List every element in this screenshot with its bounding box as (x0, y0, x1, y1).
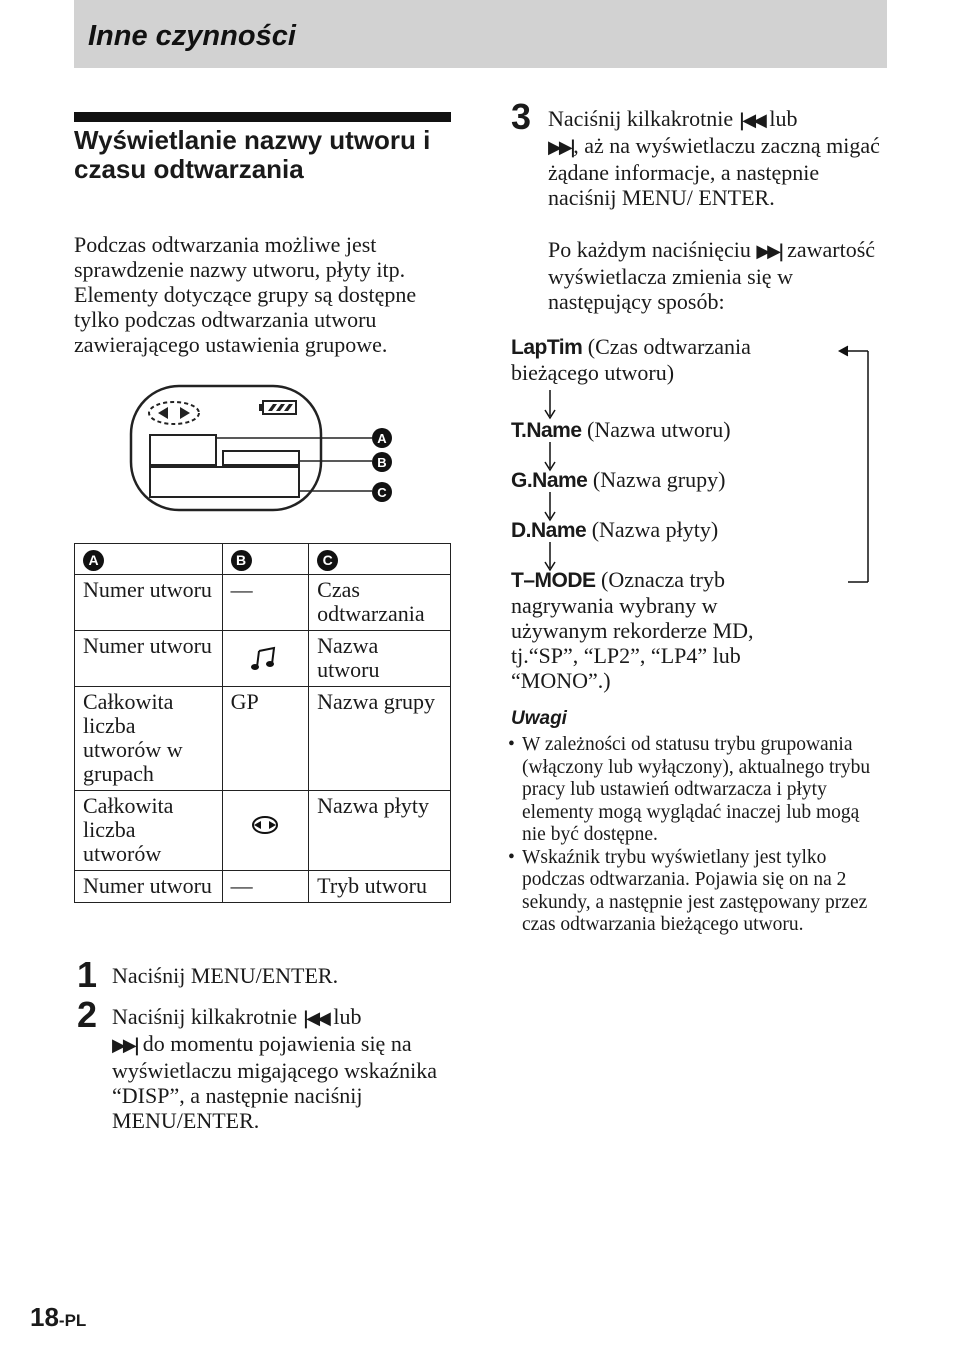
table-row (75, 791, 451, 871)
step-2-text-a: Naciśnij kilkakrotnie (112, 1004, 298, 1029)
cycle-desc: (Oznacza tryb nagrywania wybrany w używanym rekorderze MD, tj.“SP”, “LP2”, “LP4” lub “MONO”.) (511, 567, 754, 693)
callout-a-label: A (377, 431, 387, 446)
table-header-row (75, 544, 451, 575)
down-arrow-icon (540, 390, 560, 420)
note-text: Wskaźnik trybu wyświetlany jest tylko podczas odtwarzania. Pojawia się on na 2 sekundy, a następnie jest zastępowany przez czas odtwarzania bieżącego utworu. (522, 846, 868, 935)
cycle-item-dname (511, 517, 811, 543)
cycle-desc: (Nazwa płyty) (591, 517, 719, 542)
next-track-icon: ▶▶| (548, 137, 574, 158)
cycle-desc: (Nazwa utworu) (587, 417, 731, 442)
step-3-text-c: , aż na wyświetlaczu zaczną migać żądane informacje, a następnie naciśnij MENU/ ENTER. (548, 133, 880, 210)
table-cell-icon (222, 791, 309, 871)
cycle-desc: (Czas odtwarzania bieżącego utworu) (511, 334, 751, 385)
table-header-c (309, 544, 451, 575)
section-title: Wyświetlanie nazwy utworu i czasu odtwarzania (74, 125, 431, 184)
cycle-desc: (Nazwa grupy) (592, 467, 726, 492)
cycle-key: T–MODE (511, 569, 596, 592)
step-3-extra-text (548, 237, 888, 314)
table-row (75, 631, 451, 687)
table-cell: Czas odtwarzania (309, 575, 451, 631)
disc-icon (250, 814, 280, 836)
table-row (75, 687, 451, 791)
table-row (75, 575, 451, 631)
table-cell: — (222, 575, 309, 631)
step-3-text-a: Naciśnij kilkakrotnie (548, 106, 734, 131)
cycle-item-tmode (511, 567, 801, 693)
step-2-text (112, 1004, 452, 1133)
next-track-icon: ▶▶| (112, 1035, 138, 1056)
note-item (508, 847, 888, 937)
step-2-text-c: do momentu pojawienia się na wyświetlaczu migającego wskaźnika “DISP”, a następnie naciśnij MENU/ENTER. (112, 1031, 437, 1133)
prev-track-icon: |◀◀ (738, 110, 764, 131)
step-3-extra-b: zawartość wyświetlacza zmienia się w następujący sposób: (548, 237, 876, 314)
next-track-icon: ▶▶| (756, 241, 782, 262)
cycle-item-tname (511, 417, 811, 443)
cycle-item-gname (511, 467, 811, 493)
table-header-b (222, 544, 309, 575)
notes-title: Uwagi (511, 708, 567, 729)
table-cell: Całkowita liczba utworów w grupach (75, 687, 223, 791)
cycle-key: G.Name (511, 469, 588, 492)
note-item (508, 734, 888, 847)
intro-paragraph: Podczas odtwarzania możliwe jest sprawdzenie nazwy utworu, płyty itp. Elementy dotyczące grupy są dostępne tylko podczas odtwarzania utworu zawierającego ustawienia grupowe. (74, 232, 417, 357)
cycle-loop-arrow (836, 340, 876, 590)
table-row (75, 871, 451, 903)
step-2-number: 2 (77, 994, 98, 1035)
callout-c-label: C (377, 485, 387, 500)
cycle-key: LapTim (511, 336, 583, 359)
table-cell: Numer utworu (75, 575, 223, 631)
table-cell-icon (222, 631, 309, 687)
section-rule (74, 112, 451, 122)
table-cell: Numer utworu (75, 631, 223, 687)
table-cell: Tryb utworu (309, 871, 451, 903)
table-cell: GP (222, 687, 309, 791)
cycle-item-laptim (511, 334, 811, 385)
note-text: W zależności od statusu trybu grupowania (włączony lub wyłączony), aktualnego trybu pracy lub ustawień odtwarzacza i płyty elementy mogą wyglądać inaczej lub mogą nie być dostępne. (522, 734, 871, 845)
step-3-number: 3 (511, 96, 532, 137)
prev-track-icon: |◀◀ (302, 1008, 328, 1029)
table-cell: — (222, 871, 309, 903)
page-number-value: 18 (30, 1302, 59, 1332)
table-cell: Nazwa płyty (309, 791, 451, 871)
page-number (30, 1302, 86, 1333)
cycle-key: T.Name (511, 419, 582, 442)
badge-b: B (231, 550, 252, 571)
callout-b-label: B (377, 455, 387, 470)
cycle-key: D.Name (511, 519, 587, 542)
page-number-suffix: -PL (58, 1311, 87, 1330)
step-3-text (548, 106, 888, 210)
table-cell: Nazwa utworu (309, 631, 451, 687)
step-2-text-b: lub (333, 1004, 362, 1029)
table-header-a (75, 544, 223, 575)
music-note-icon (250, 646, 280, 672)
bullet: • (508, 846, 515, 868)
step-3-text-b: lub (769, 106, 798, 131)
step-1-number: 1 (77, 954, 98, 995)
bullet: • (508, 734, 515, 755)
badge-a: A (83, 550, 104, 571)
info-table (74, 543, 451, 903)
page-header-title: Inne czynności (88, 20, 296, 52)
badge-c: C (317, 550, 338, 571)
step-3-extra-a: Po każdym naciśnięciu (548, 237, 751, 262)
table-cell: Całkowita liczba utworów (75, 791, 223, 871)
step-1-text: Naciśnij MENU/ENTER. (112, 963, 339, 988)
notes-list (508, 734, 888, 937)
display-diagram (128, 383, 408, 513)
table-cell: Numer utworu (75, 871, 223, 903)
table-cell: Nazwa grupy (309, 687, 451, 791)
